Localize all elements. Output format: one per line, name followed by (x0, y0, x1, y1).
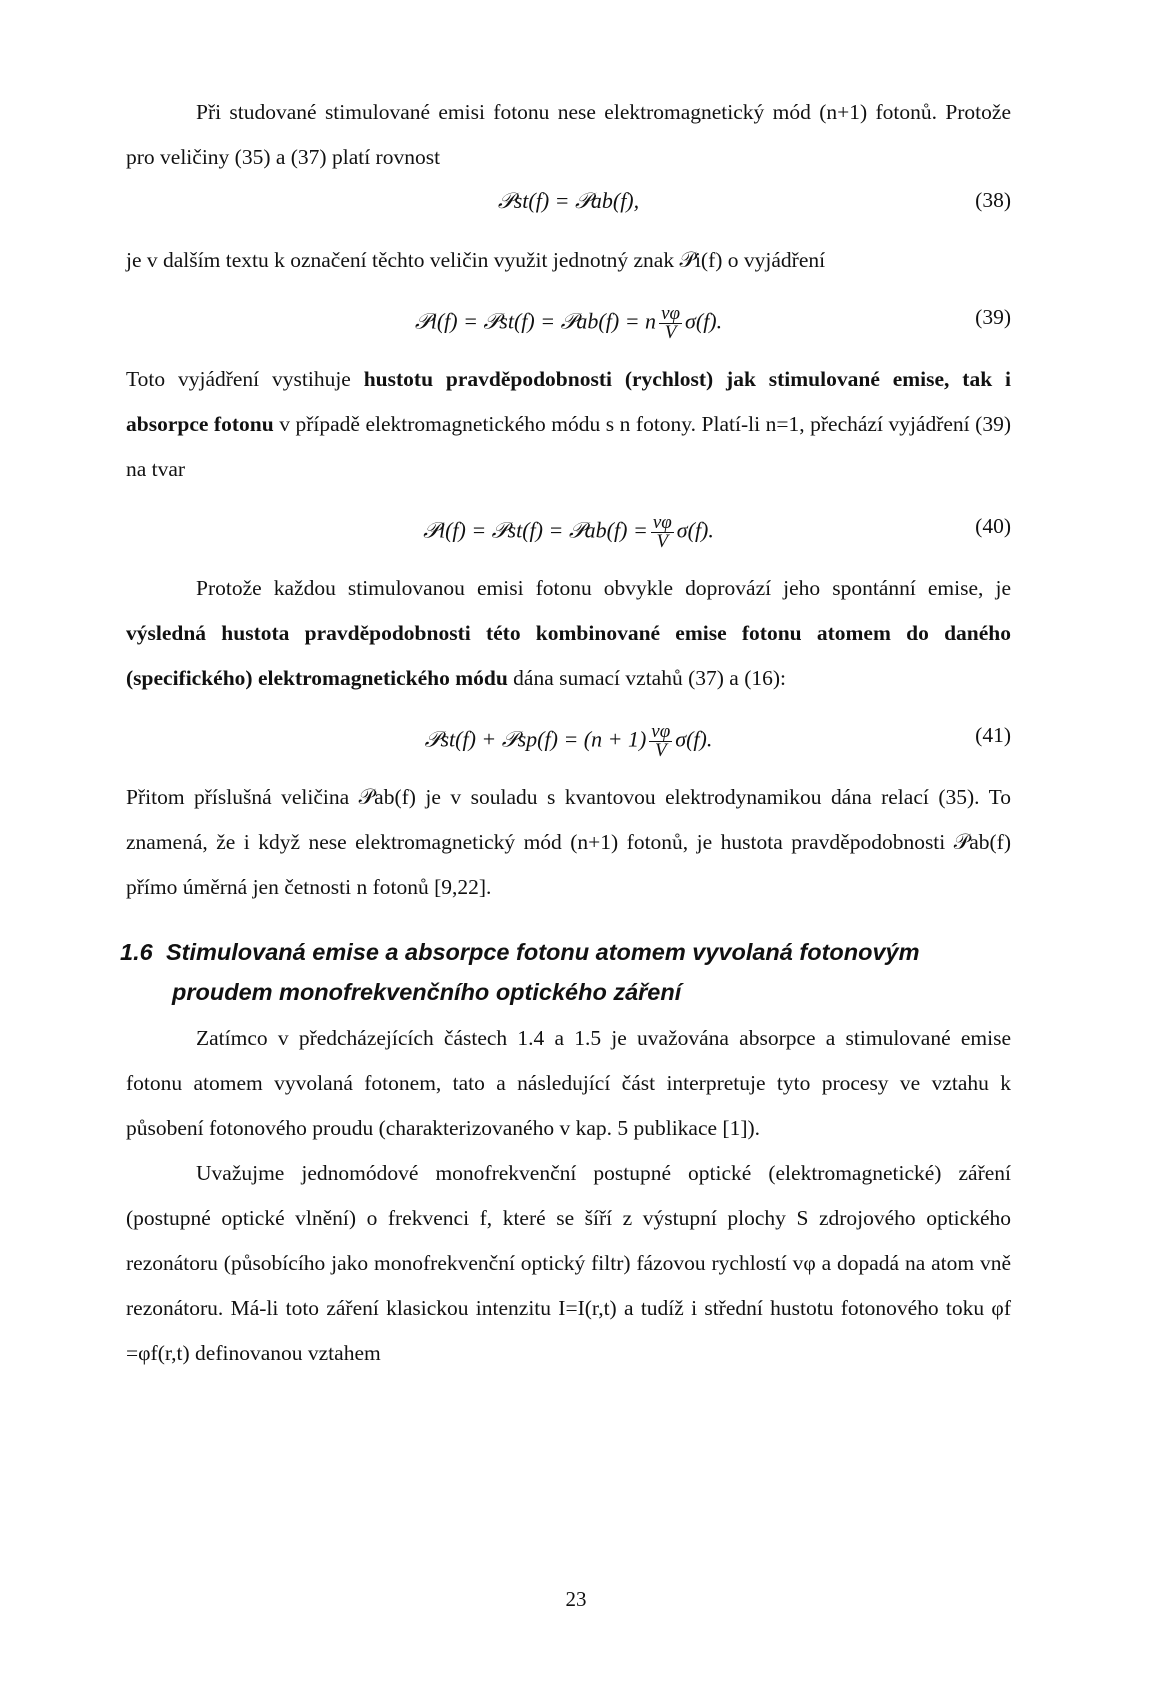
equation-39-formula (126, 305, 1011, 342)
equation-39-rhs: σ(f). (685, 308, 723, 334)
paragraph-6: Zatímco v předcházejících částech 1.4 a 1.5 je uvažována absorpce a stimulované emise fotonu atomem vyvolaná fotonem, tato a následující část interpretuje tyto procesy ve vztahu k působení fotonového proudu (charakterizovaného v kap. 5 publikace [1]). (126, 1026, 1011, 1140)
equation-40 (126, 492, 1011, 566)
paragraph-3-start: Toto vyjádření vystihuje (126, 367, 364, 391)
equation-40-frac-num: vφ (652, 512, 672, 533)
equation-41-number: (41) (975, 723, 1011, 747)
equation-41-formula (126, 723, 1011, 760)
equation-39-lhs: 𝒫i(f) = 𝒫st(f) = 𝒫ab(f) = n (414, 308, 657, 334)
equation-40-fraction (651, 514, 674, 551)
equation-41-fraction (649, 723, 672, 760)
equation-38 (126, 180, 1011, 238)
equation-41-frac-den: V (654, 740, 667, 761)
equation-41 (126, 701, 1011, 775)
paragraph-7: Uvažujme jednomódové monofrekvenční postupné optické (elektromagnetické) záření (postupné optické vlnění) o frekvenci f, které se šíří z výstupní plochy S zdrojového optického rezonátoru (působícího jako monofrekvenční optický filtr) fázovou rychlostí vφ a dopadá na atom vně rezonátoru. Má-li toto záření klasickou intenzitu I=I(r,t) a tudíž i střední hustotu fotonového toku φf =φf(r,t) definovanou vztahem (126, 1161, 1011, 1365)
equation-39-number: (39) (975, 305, 1011, 329)
equation-38-formula: 𝒫st(f) = 𝒫ab(f), (497, 188, 640, 213)
equation-39-fraction (659, 305, 682, 342)
equation-39-frac-den: V (664, 322, 677, 343)
paragraph-3 (126, 357, 1011, 492)
equation-38-number: (38) (975, 188, 1011, 212)
paragraph-2: je v dalším textu k označení těchto veličin využit jednotný znak 𝒫i(f) o vyjádření (126, 248, 826, 272)
paragraph-1: Při studované stimulované emisi fotonu nese elektromagnetický mód (n+1) fotonů. Protože pro veličiny (35) a (37) platí rovnost (126, 100, 1011, 169)
equation-41-frac-num: vφ (651, 721, 671, 742)
paragraph-4 (126, 566, 1011, 701)
paragraph-4-bold: výsledná hustota pravděpodobnosti této kombinované emise fotonu atomem do daného (specifického) elektromagnetického módu (126, 621, 1011, 690)
paragraph-3-bold: hustotu pravděpodobnosti (rychlost) jak stimulované emise, tak i absorpce fotonu (126, 367, 1011, 436)
paragraph-4-end: dána sumací vztahů (37) a (16): (507, 666, 786, 690)
equation-40-number: (40) (975, 514, 1011, 538)
section-title-line-1: Stimulovaná emise a absorpce fotonu atomem vyvolaná fotonovým (166, 939, 920, 965)
equation-40-frac-den: V (656, 531, 669, 552)
paragraph-4-start: Protože každou stimulovanou emisi fotonu obvykle doprovází jeho spontánní emise, je (196, 576, 1011, 600)
page-number: 23 (565, 1587, 587, 1611)
page-content (120, 90, 1011, 1376)
section-heading (120, 932, 1011, 1012)
equation-40-formula (126, 514, 1011, 551)
paragraph-5: Přitom příslušná veličina 𝒫ab(f) je v souladu s kvantovou elektrodynamikou dána relací (35). To znamená, že i když nese elektromagnetický mód (n+1) fotonů, je hustota pravděpodobnosti 𝒫ab(f) přímo úměrná jen četnosti n fotonů [9,22]. (126, 785, 1011, 899)
paragraph-3-end: v případě elektromagnetického módu s n fotony. Platí-li n=1, přechází vyjádření (39) na tvar (126, 412, 1011, 481)
equation-40-rhs: σ(f). (676, 517, 714, 543)
equation-41-lhs: 𝒫st(f) + 𝒫sp(f) = (n + 1) (424, 726, 647, 752)
section-title-line-2: proudem monofrekvenčního optického záření (172, 979, 682, 1005)
equation-39-frac-num: vφ (661, 303, 681, 324)
section-number: 1.6 (120, 939, 153, 965)
equation-39 (126, 283, 1011, 357)
equation-41-rhs: σ(f). (675, 726, 713, 752)
equation-40-lhs: 𝒫i(f) = 𝒫st(f) = 𝒫ab(f) = (423, 517, 648, 543)
